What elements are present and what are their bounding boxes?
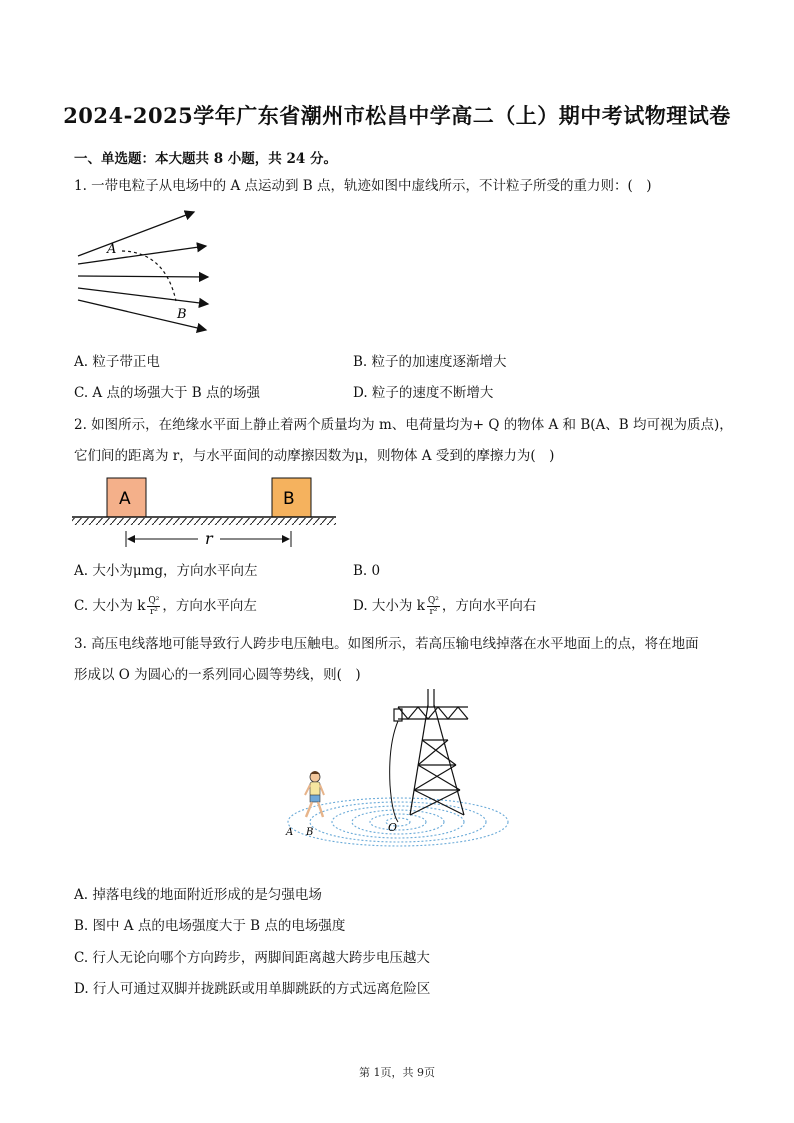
option-c-prefix: C. 大小为 k [74, 598, 146, 614]
fallen-wire [390, 721, 398, 822]
question-2-stem-line-1: 2. 如图所示，在绝缘水平面上静止着两个质量均为 m、电荷量均为+ Q 的物体 A 和 B(A、B 均可视为质点)， [74, 417, 733, 433]
fraction-denominator: r² [149, 607, 158, 617]
question-3-option-b: B. 图中 A 点的电场强度大于 B 点的电场强度 [74, 918, 346, 934]
question-3-stem-line-1: 3. 高压电线落地可能导致行人跨步电压触电。如图所示，若高压输电线掉落在水平地面上的点，将在地面 [74, 636, 699, 652]
label-b: B [306, 827, 314, 838]
question-1-stem: 1. 一带电粒子从电场中的 A 点运动到 B 点，轨迹如图中虚线所示，不计粒子所受的重力则：( ) [74, 178, 652, 194]
coulomb-fraction [147, 596, 160, 617]
question-3-figure [278, 685, 518, 845]
label-o: O [388, 821, 398, 834]
fraction-denominator: r² [429, 607, 438, 617]
option-c-suffix: ，方向水平向左 [162, 598, 257, 614]
fraction-numerator: Q² [427, 596, 439, 606]
question-2-option-a: A. 大小为μmg，方向水平向左 [74, 563, 258, 579]
walking-person [305, 771, 324, 817]
question-2-option-d [353, 596, 536, 617]
field-line [78, 300, 206, 330]
block-b-label: B [283, 489, 295, 509]
question-1-option-d: D. 粒子的速度不断增大 [353, 385, 494, 401]
option-d-prefix: D. 大小为 k [353, 598, 425, 614]
question-2-figure [70, 475, 340, 555]
question-3-option-c: C. 行人无论向哪个方向跨步，两脚间距离越大跨步电压越大 [74, 950, 430, 966]
field-line [78, 288, 208, 304]
page-title: 2024-2025学年广东省潮州市松昌中学高二（上）期中考试物理试卷 [63, 103, 731, 128]
ground-hatch [72, 518, 336, 525]
coulomb-fraction [427, 596, 440, 617]
question-1-figure [70, 200, 220, 330]
question-3-option-a: A. 掉落电线的地面附近形成的是匀强电场 [74, 887, 322, 903]
label-a: A [286, 827, 294, 838]
field-line [78, 276, 208, 277]
distance-label: r [205, 529, 213, 548]
section-heading: 一、单选题：本大题共 8 小题，共 24 分。 [74, 151, 337, 167]
field-line [78, 212, 194, 256]
power-tower [394, 689, 468, 815]
fraction-numerator: Q² [148, 596, 160, 606]
question-3-stem-line-2: 形成以 O 为圆心的一系列同心圆等势线，则( ) [74, 667, 361, 683]
page-footer: 第 1页，共 9页 [359, 1066, 435, 1079]
question-3-option-d: D. 行人可通过双脚并拢跳跃或用单脚跳跃的方式远离危险区 [74, 981, 431, 997]
block-a-label: A [119, 489, 131, 509]
question-1-option-b: B. 粒子的加速度逐渐增大 [353, 354, 507, 370]
label-b: B [177, 307, 187, 322]
question-1-option-a: A. 粒子带正电 [74, 354, 160, 370]
question-1-option-c: C. A 点的场强大于 B 点的场强 [74, 385, 260, 401]
option-d-suffix: ，方向水平向右 [441, 598, 537, 614]
question-2-stem-line-2: 它们间的距离为 r，与水平面间的动摩擦因数为μ，则物体 A 受到的摩擦力为( ) [74, 448, 555, 464]
question-2-option-b: B. 0 [353, 563, 381, 579]
label-a: A [107, 242, 117, 257]
question-2-option-c [74, 596, 257, 617]
